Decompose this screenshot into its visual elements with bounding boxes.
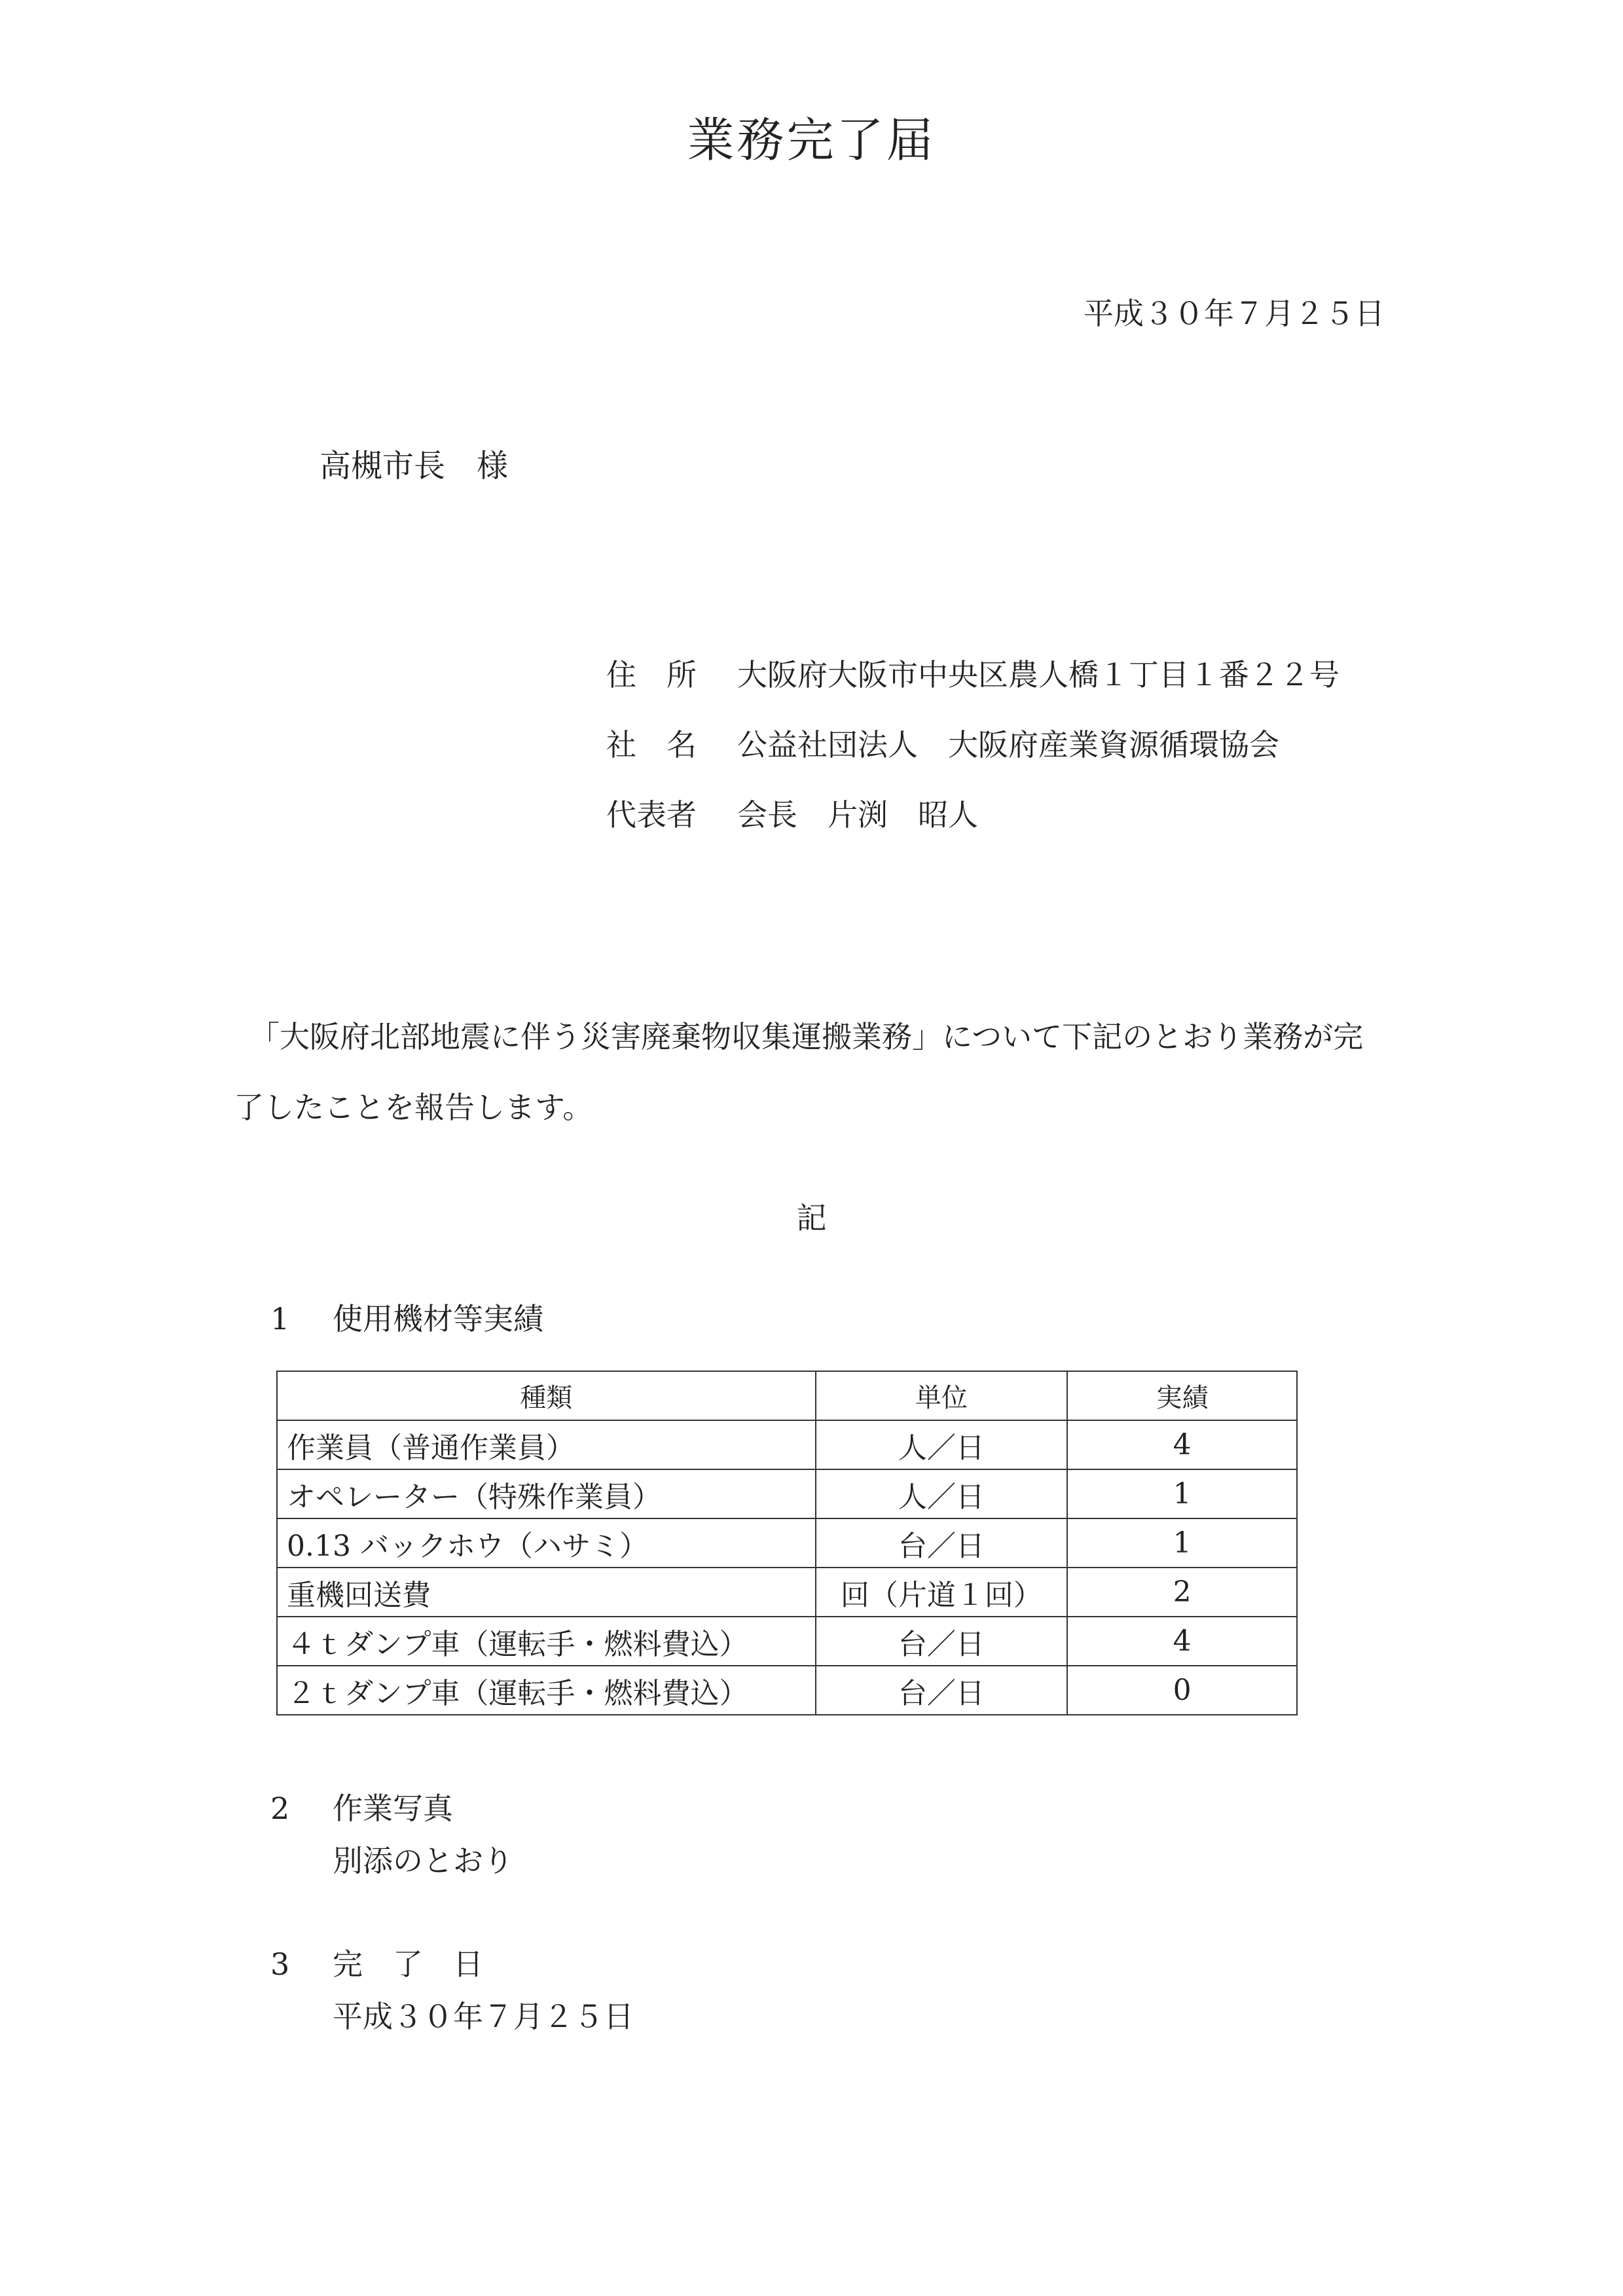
submission-date: 平成３０年７月２５日 xyxy=(1084,296,1385,331)
cell-unit: 回（片道１回） xyxy=(816,1568,1068,1617)
section-3-number: 3 xyxy=(270,1946,290,1982)
table-row xyxy=(277,1666,1297,1715)
cell-type: オペレーター（特殊作業員） xyxy=(277,1469,816,1518)
cell-unit: 台／日 xyxy=(816,1617,1068,1666)
sender-representative-row xyxy=(606,797,978,833)
header-type: 種類 xyxy=(277,1371,816,1420)
sender-representative-value: 会長 片渕 昭人 xyxy=(737,797,978,833)
cell-unit: 人／日 xyxy=(816,1420,1068,1469)
section-3-body: 平成３０年７月２５日 xyxy=(333,1999,634,2034)
section-3-title: 完 了 日 xyxy=(333,1946,483,1982)
cell-value: 4 xyxy=(1067,1420,1297,1469)
table-row xyxy=(277,1469,1297,1518)
sender-representative-label: 代表者 xyxy=(606,797,697,833)
sender-address-row xyxy=(606,657,1340,692)
sender-company-row xyxy=(606,727,1279,762)
section-2-title: 作業写真 xyxy=(333,1791,453,1826)
section-1-title: 使用機材等実績 xyxy=(333,1301,543,1336)
sender-company-label: 社 名 xyxy=(606,727,697,762)
cell-unit: 台／日 xyxy=(816,1666,1068,1715)
equipment-results-table xyxy=(276,1371,1298,1715)
table-row xyxy=(277,1568,1297,1617)
addressee: 高槻市長 様 xyxy=(319,448,509,484)
document-title: 業務完了届 xyxy=(687,113,936,168)
sender-company-value: 公益社団法人 大阪府産業資源循環協会 xyxy=(737,727,1279,762)
cell-type: ４ｔダンプ車（運転手・燃料費込） xyxy=(277,1617,816,1666)
cell-type: 作業員（普通作業員） xyxy=(277,1420,816,1469)
cell-unit: 人／日 xyxy=(816,1469,1068,1518)
cell-value: 4 xyxy=(1067,1617,1297,1666)
section-1-heading xyxy=(270,1301,543,1336)
header-value: 実績 xyxy=(1067,1371,1297,1420)
cell-value: 1 xyxy=(1067,1469,1297,1518)
table-row xyxy=(277,1518,1297,1568)
section-3-heading xyxy=(270,1946,483,1982)
table-row xyxy=(277,1420,1297,1469)
cell-value: 2 xyxy=(1067,1568,1297,1617)
cell-type: 重機回送費 xyxy=(277,1568,816,1617)
section-1-number: 1 xyxy=(270,1301,290,1336)
cell-unit: 台／日 xyxy=(816,1518,1068,1568)
sender-address-value: 大阪府大阪市中央区農人橋１丁目１番２２号 xyxy=(737,657,1340,692)
cell-value: 0 xyxy=(1067,1666,1297,1715)
cell-value: 1 xyxy=(1067,1518,1297,1568)
sender-address-label: 住 所 xyxy=(606,657,697,692)
header-unit: 単位 xyxy=(816,1371,1068,1420)
section-2-body: 別添のとおり xyxy=(333,1843,513,1878)
section-2-heading xyxy=(270,1791,453,1826)
section-2-number: 2 xyxy=(270,1791,290,1826)
cell-type: 0.13 バックホウ（ハサミ） xyxy=(277,1518,816,1568)
table-header-row xyxy=(277,1371,1297,1420)
ki-heading: 記 xyxy=(796,1200,827,1236)
table-row xyxy=(277,1617,1297,1666)
report-body: 「大阪府北部地震に伴う災害廃棄物収集運搬業務」について下記のとおり業務が完了したことを報告します。 xyxy=(234,1019,1364,1125)
cell-type: ２ｔダンプ車（運転手・燃料費込） xyxy=(277,1666,816,1715)
